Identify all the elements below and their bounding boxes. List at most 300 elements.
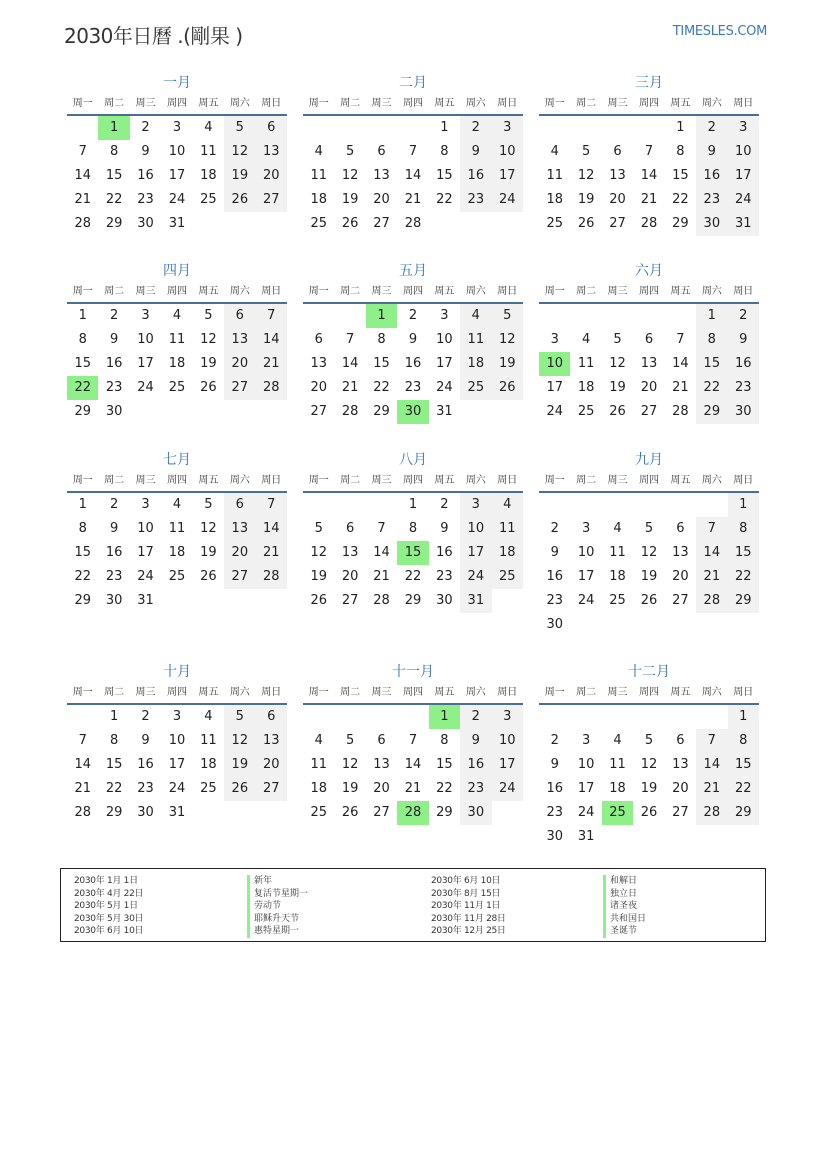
- day-cell[interactable]: 11: [609, 757, 626, 772]
- day-cell[interactable]: 23: [137, 192, 154, 207]
- day-cell[interactable]: 18: [460, 352, 491, 376]
- day-cell[interactable]: 3: [141, 497, 150, 512]
- day-cell[interactable]: 7: [377, 521, 386, 536]
- day-cell[interactable]: 7: [78, 144, 87, 159]
- day-cell[interactable]: 13: [224, 517, 255, 541]
- day-cell[interactable]: 1: [366, 304, 397, 328]
- day-cell[interactable]: 24: [577, 805, 595, 820]
- day-cell[interactable]: 25: [602, 801, 633, 825]
- day-cell[interactable]: 12: [200, 521, 217, 536]
- day-cell[interactable]: 1: [78, 308, 87, 323]
- day-cell[interactable]: 17: [492, 753, 523, 777]
- day-cell[interactable]: 12: [341, 757, 359, 772]
- day-cell[interactable]: 28: [256, 565, 287, 589]
- day-cell[interactable]: 2: [440, 497, 449, 512]
- day-cell[interactable]: 29: [728, 589, 759, 613]
- day-cell[interactable]: 6: [314, 332, 323, 347]
- day-cell[interactable]: 19: [310, 569, 327, 584]
- day-cell[interactable]: 26: [200, 569, 217, 584]
- day-cell[interactable]: 13: [310, 356, 327, 371]
- site-link[interactable]: TIMESLES.COM: [672, 24, 767, 39]
- day-cell[interactable]: 27: [224, 565, 255, 589]
- day-cell[interactable]: 13: [373, 757, 390, 772]
- day-cell[interactable]: 17: [492, 164, 523, 188]
- day-cell[interactable]: 11: [310, 168, 327, 183]
- day-cell[interactable]: 10: [492, 729, 523, 753]
- day-cell[interactable]: 23: [696, 188, 727, 212]
- day-cell[interactable]: 28: [404, 216, 422, 231]
- day-cell[interactable]: 15: [74, 545, 91, 560]
- day-cell[interactable]: 28: [74, 805, 91, 820]
- day-cell[interactable]: 16: [728, 352, 759, 376]
- day-cell[interactable]: 4: [172, 308, 182, 323]
- day-cell[interactable]: 17: [168, 757, 186, 772]
- day-cell[interactable]: 14: [696, 753, 727, 777]
- day-cell[interactable]: 22: [436, 192, 453, 207]
- day-cell[interactable]: 23: [404, 380, 422, 395]
- day-cell[interactable]: 5: [345, 733, 355, 748]
- day-cell[interactable]: 27: [672, 805, 689, 820]
- day-cell[interactable]: 25: [168, 569, 186, 584]
- day-cell[interactable]: 31: [577, 829, 595, 844]
- day-cell[interactable]: 3: [581, 733, 591, 748]
- day-cell[interactable]: 19: [224, 164, 255, 188]
- day-cell[interactable]: 20: [256, 753, 287, 777]
- day-cell[interactable]: 28: [672, 404, 689, 419]
- day-cell[interactable]: 20: [609, 192, 626, 207]
- day-cell[interactable]: 5: [644, 521, 654, 536]
- day-cell[interactable]: 29: [105, 216, 123, 231]
- day-cell[interactable]: 23: [105, 569, 123, 584]
- day-cell[interactable]: 4: [204, 120, 213, 135]
- day-cell[interactable]: 13: [672, 757, 689, 772]
- day-cell[interactable]: 27: [341, 593, 359, 608]
- day-cell[interactable]: 11: [168, 332, 186, 347]
- day-cell[interactable]: 14: [256, 328, 287, 352]
- day-cell[interactable]: 18: [310, 192, 327, 207]
- day-cell[interactable]: 15: [672, 168, 689, 183]
- day-cell[interactable]: 27: [256, 188, 287, 212]
- day-cell[interactable]: 25: [168, 380, 186, 395]
- day-cell[interactable]: 29: [672, 216, 689, 231]
- day-cell[interactable]: 29: [74, 404, 91, 419]
- day-cell[interactable]: 3: [550, 332, 559, 347]
- day-cell[interactable]: 5: [345, 144, 355, 159]
- day-cell[interactable]: 27: [256, 777, 287, 801]
- day-cell[interactable]: 19: [577, 192, 595, 207]
- day-cell[interactable]: 16: [137, 168, 154, 183]
- day-cell[interactable]: 24: [436, 380, 453, 395]
- day-cell[interactable]: 24: [168, 192, 186, 207]
- day-cell[interactable]: 15: [728, 541, 759, 565]
- day-cell[interactable]: 2: [109, 497, 119, 512]
- day-cell[interactable]: 26: [577, 216, 595, 231]
- day-cell[interactable]: 9: [141, 144, 150, 159]
- day-cell[interactable]: 1: [728, 493, 759, 517]
- day-cell[interactable]: 28: [341, 404, 359, 419]
- day-cell[interactable]: 5: [644, 733, 654, 748]
- day-cell[interactable]: 14: [640, 168, 658, 183]
- day-cell[interactable]: 8: [78, 521, 87, 536]
- day-cell[interactable]: 19: [640, 569, 658, 584]
- day-cell[interactable]: 2: [460, 705, 491, 729]
- day-cell[interactable]: 4: [581, 332, 591, 347]
- day-cell[interactable]: 28: [696, 589, 727, 613]
- day-cell[interactable]: 6: [377, 144, 386, 159]
- day-cell[interactable]: 21: [74, 781, 91, 796]
- day-cell[interactable]: 15: [436, 757, 453, 772]
- day-cell[interactable]: 4: [314, 733, 323, 748]
- day-cell[interactable]: 2: [109, 308, 119, 323]
- day-cell[interactable]: 15: [105, 168, 123, 183]
- day-cell[interactable]: 16: [696, 164, 727, 188]
- day-cell[interactable]: 16: [546, 569, 563, 584]
- day-cell[interactable]: 9: [460, 729, 491, 753]
- day-cell[interactable]: 17: [436, 356, 453, 371]
- day-cell[interactable]: 5: [204, 308, 213, 323]
- day-cell[interactable]: 26: [609, 404, 626, 419]
- day-cell[interactable]: 12: [609, 356, 626, 371]
- day-cell[interactable]: 9: [440, 521, 449, 536]
- day-cell[interactable]: 25: [609, 593, 626, 608]
- day-cell[interactable]: 16: [460, 753, 491, 777]
- day-cell[interactable]: 19: [640, 781, 658, 796]
- day-cell[interactable]: 24: [492, 777, 523, 801]
- day-cell[interactable]: 20: [672, 569, 689, 584]
- day-cell[interactable]: 8: [109, 144, 119, 159]
- day-cell[interactable]: 18: [168, 356, 186, 371]
- day-cell[interactable]: 2: [696, 116, 727, 140]
- day-cell[interactable]: 17: [546, 380, 563, 395]
- day-cell[interactable]: 6: [676, 521, 685, 536]
- day-cell[interactable]: 5: [581, 144, 591, 159]
- day-cell[interactable]: 29: [404, 593, 422, 608]
- day-cell[interactable]: 9: [460, 140, 491, 164]
- day-cell[interactable]: 9: [141, 733, 150, 748]
- day-cell[interactable]: 21: [696, 565, 727, 589]
- day-cell[interactable]: 24: [492, 188, 523, 212]
- day-cell[interactable]: 14: [256, 517, 287, 541]
- day-cell[interactable]: 7: [345, 332, 355, 347]
- day-cell[interactable]: 6: [644, 332, 654, 347]
- day-cell[interactable]: 14: [74, 757, 91, 772]
- day-cell[interactable]: 21: [640, 192, 658, 207]
- day-cell[interactable]: 21: [373, 569, 390, 584]
- day-cell[interactable]: 6: [224, 493, 255, 517]
- day-cell[interactable]: 18: [577, 380, 595, 395]
- day-cell[interactable]: 27: [672, 593, 689, 608]
- day-cell[interactable]: 7: [78, 733, 87, 748]
- day-cell[interactable]: 10: [539, 352, 570, 376]
- day-cell[interactable]: 20: [341, 569, 359, 584]
- day-cell[interactable]: 4: [492, 493, 523, 517]
- day-cell[interactable]: 13: [224, 328, 255, 352]
- day-cell[interactable]: 11: [460, 328, 491, 352]
- day-cell[interactable]: 4: [314, 144, 323, 159]
- day-cell[interactable]: 12: [310, 545, 327, 560]
- day-cell[interactable]: 30: [137, 216, 154, 231]
- day-cell[interactable]: 13: [672, 545, 689, 560]
- day-cell[interactable]: 30: [546, 617, 563, 632]
- day-cell[interactable]: 16: [460, 164, 491, 188]
- day-cell[interactable]: 3: [492, 705, 523, 729]
- day-cell[interactable]: 27: [609, 216, 626, 231]
- day-cell[interactable]: 29: [74, 593, 91, 608]
- day-cell[interactable]: 25: [200, 781, 217, 796]
- day-cell[interactable]: 15: [105, 757, 123, 772]
- day-cell[interactable]: 25: [310, 216, 327, 231]
- day-cell[interactable]: 8: [676, 144, 685, 159]
- day-cell[interactable]: 6: [224, 304, 255, 328]
- day-cell[interactable]: 7: [256, 493, 287, 517]
- day-cell[interactable]: 20: [640, 380, 658, 395]
- day-cell[interactable]: 12: [224, 729, 255, 753]
- day-cell[interactable]: 30: [436, 593, 453, 608]
- day-cell[interactable]: 12: [341, 168, 359, 183]
- day-cell[interactable]: 8: [696, 328, 727, 352]
- day-cell[interactable]: 11: [609, 545, 626, 560]
- day-cell[interactable]: 15: [373, 356, 390, 371]
- day-cell[interactable]: 13: [256, 729, 287, 753]
- day-cell[interactable]: 17: [577, 569, 595, 584]
- day-cell[interactable]: 19: [341, 192, 359, 207]
- day-cell[interactable]: 3: [460, 493, 491, 517]
- day-cell[interactable]: 1: [408, 497, 418, 512]
- day-cell[interactable]: 7: [408, 733, 418, 748]
- day-cell[interactable]: 21: [256, 541, 287, 565]
- day-cell[interactable]: 18: [609, 569, 626, 584]
- day-cell[interactable]: 3: [492, 116, 523, 140]
- day-cell[interactable]: 8: [377, 332, 386, 347]
- day-cell[interactable]: 9: [109, 332, 119, 347]
- day-cell[interactable]: 29: [373, 404, 390, 419]
- day-cell[interactable]: 22: [672, 192, 689, 207]
- day-cell[interactable]: 30: [696, 212, 727, 236]
- day-cell[interactable]: 4: [460, 304, 491, 328]
- day-cell[interactable]: 8: [408, 521, 418, 536]
- day-cell[interactable]: 9: [109, 521, 119, 536]
- day-cell[interactable]: 27: [224, 376, 255, 400]
- day-cell[interactable]: 5: [204, 497, 213, 512]
- day-cell[interactable]: 31: [728, 212, 759, 236]
- day-cell[interactable]: 31: [137, 593, 154, 608]
- day-cell[interactable]: 25: [546, 216, 563, 231]
- day-cell[interactable]: 9: [696, 140, 727, 164]
- day-cell[interactable]: 17: [168, 168, 186, 183]
- day-cell[interactable]: 22: [696, 376, 727, 400]
- day-cell[interactable]: 11: [492, 517, 523, 541]
- day-cell[interactable]: 1: [696, 304, 727, 328]
- day-cell[interactable]: 5: [492, 304, 523, 328]
- day-cell[interactable]: 8: [109, 733, 119, 748]
- day-cell[interactable]: 22: [728, 565, 759, 589]
- day-cell[interactable]: 20: [310, 380, 327, 395]
- day-cell[interactable]: 22: [105, 192, 123, 207]
- day-cell[interactable]: 1: [728, 705, 759, 729]
- day-cell[interactable]: 8: [440, 144, 449, 159]
- day-cell[interactable]: 30: [397, 400, 428, 424]
- day-cell[interactable]: 25: [492, 565, 523, 589]
- day-cell[interactable]: 12: [577, 168, 595, 183]
- day-cell[interactable]: 17: [728, 164, 759, 188]
- day-cell[interactable]: 26: [224, 777, 255, 801]
- day-cell[interactable]: 4: [550, 144, 559, 159]
- day-cell[interactable]: 1: [98, 116, 129, 140]
- day-cell[interactable]: 15: [74, 356, 91, 371]
- day-cell[interactable]: 19: [341, 781, 359, 796]
- day-cell[interactable]: 2: [141, 709, 150, 724]
- day-cell[interactable]: 22: [105, 781, 123, 796]
- day-cell[interactable]: 12: [200, 332, 217, 347]
- day-cell[interactable]: 16: [404, 356, 422, 371]
- day-cell[interactable]: 22: [728, 777, 759, 801]
- day-cell[interactable]: 2: [728, 304, 759, 328]
- day-cell[interactable]: 23: [728, 376, 759, 400]
- day-cell[interactable]: 15: [728, 753, 759, 777]
- day-cell[interactable]: 20: [256, 164, 287, 188]
- day-cell[interactable]: 30: [546, 829, 563, 844]
- day-cell[interactable]: 20: [373, 192, 390, 207]
- day-cell[interactable]: 1: [109, 709, 119, 724]
- day-cell[interactable]: 19: [200, 545, 217, 560]
- day-cell[interactable]: 17: [460, 541, 491, 565]
- day-cell[interactable]: 3: [581, 521, 591, 536]
- day-cell[interactable]: 19: [609, 380, 626, 395]
- day-cell[interactable]: 28: [373, 593, 390, 608]
- day-cell[interactable]: 21: [341, 380, 359, 395]
- day-cell[interactable]: 14: [404, 757, 422, 772]
- day-cell[interactable]: 23: [460, 188, 491, 212]
- day-cell[interactable]: 10: [577, 757, 595, 772]
- day-cell[interactable]: 25: [200, 192, 217, 207]
- day-cell[interactable]: 22: [74, 569, 91, 584]
- day-cell[interactable]: 9: [728, 328, 759, 352]
- day-cell[interactable]: 5: [314, 521, 323, 536]
- day-cell[interactable]: 14: [672, 356, 689, 371]
- day-cell[interactable]: 28: [256, 376, 287, 400]
- day-cell[interactable]: 28: [640, 216, 658, 231]
- day-cell[interactable]: 28: [397, 801, 428, 825]
- day-cell[interactable]: 2: [460, 116, 491, 140]
- day-cell[interactable]: 7: [696, 729, 727, 753]
- day-cell[interactable]: 17: [577, 781, 595, 796]
- day-cell[interactable]: 21: [256, 352, 287, 376]
- day-cell[interactable]: 29: [436, 805, 453, 820]
- day-cell[interactable]: 24: [137, 569, 154, 584]
- day-cell[interactable]: 13: [256, 140, 287, 164]
- day-cell[interactable]: 6: [676, 733, 685, 748]
- day-cell[interactable]: 12: [492, 328, 523, 352]
- day-cell[interactable]: 26: [492, 376, 523, 400]
- day-cell[interactable]: 4: [613, 521, 622, 536]
- day-cell[interactable]: 26: [640, 805, 658, 820]
- day-cell[interactable]: 13: [640, 356, 658, 371]
- day-cell[interactable]: 18: [200, 168, 217, 183]
- day-cell[interactable]: 7: [676, 332, 685, 347]
- day-cell[interactable]: 10: [460, 517, 491, 541]
- day-cell[interactable]: 3: [172, 120, 182, 135]
- day-cell[interactable]: 14: [696, 541, 727, 565]
- day-cell[interactable]: 24: [168, 781, 186, 796]
- day-cell[interactable]: 21: [404, 192, 422, 207]
- day-cell[interactable]: 18: [200, 757, 217, 772]
- day-cell[interactable]: 1: [440, 120, 449, 135]
- day-cell[interactable]: 24: [728, 188, 759, 212]
- day-cell[interactable]: 12: [640, 757, 658, 772]
- day-cell[interactable]: 28: [696, 801, 727, 825]
- day-cell[interactable]: 3: [141, 308, 150, 323]
- day-cell[interactable]: 27: [640, 404, 658, 419]
- day-cell[interactable]: 25: [460, 376, 491, 400]
- day-cell[interactable]: 23: [460, 777, 491, 801]
- day-cell[interactable]: 14: [373, 545, 390, 560]
- day-cell[interactable]: 14: [404, 168, 422, 183]
- day-cell[interactable]: 18: [609, 781, 626, 796]
- day-cell[interactable]: 1: [429, 705, 460, 729]
- day-cell[interactable]: 17: [137, 356, 154, 371]
- day-cell[interactable]: 10: [137, 521, 154, 536]
- day-cell[interactable]: 7: [408, 144, 418, 159]
- day-cell[interactable]: 29: [696, 400, 727, 424]
- day-cell[interactable]: 6: [256, 705, 287, 729]
- day-cell[interactable]: 26: [224, 188, 255, 212]
- day-cell[interactable]: 10: [436, 332, 453, 347]
- day-cell[interactable]: 21: [404, 781, 422, 796]
- day-cell[interactable]: 16: [105, 545, 123, 560]
- day-cell[interactable]: 20: [224, 352, 255, 376]
- day-cell[interactable]: 21: [672, 380, 689, 395]
- day-cell[interactable]: 30: [105, 593, 123, 608]
- day-cell[interactable]: 10: [577, 545, 595, 560]
- day-cell[interactable]: 24: [546, 404, 563, 419]
- day-cell[interactable]: 26: [200, 380, 217, 395]
- day-cell[interactable]: 30: [460, 801, 491, 825]
- day-cell[interactable]: 22: [373, 380, 390, 395]
- day-cell[interactable]: 24: [137, 380, 154, 395]
- day-cell[interactable]: 27: [373, 216, 390, 231]
- day-cell[interactable]: 24: [460, 565, 491, 589]
- day-cell[interactable]: 9: [550, 757, 559, 772]
- day-cell[interactable]: 21: [74, 192, 91, 207]
- day-cell[interactable]: 11: [577, 356, 595, 371]
- day-cell[interactable]: 29: [728, 801, 759, 825]
- day-cell[interactable]: 31: [168, 805, 186, 820]
- day-cell[interactable]: 11: [200, 144, 217, 159]
- day-cell[interactable]: 10: [492, 140, 523, 164]
- day-cell[interactable]: 4: [613, 733, 622, 748]
- day-cell[interactable]: 15: [397, 541, 428, 565]
- day-cell[interactable]: 21: [696, 777, 727, 801]
- day-cell[interactable]: 18: [546, 192, 563, 207]
- day-cell[interactable]: 22: [436, 781, 453, 796]
- day-cell[interactable]: 14: [341, 356, 359, 371]
- day-cell[interactable]: 10: [168, 144, 186, 159]
- day-cell[interactable]: 20: [373, 781, 390, 796]
- day-cell[interactable]: 4: [204, 709, 213, 724]
- day-cell[interactable]: 25: [310, 805, 327, 820]
- day-cell[interactable]: 3: [172, 709, 182, 724]
- day-cell[interactable]: 25: [577, 404, 595, 419]
- day-cell[interactable]: 27: [310, 404, 327, 419]
- day-cell[interactable]: 18: [310, 781, 327, 796]
- day-cell[interactable]: 16: [137, 757, 154, 772]
- day-cell[interactable]: 2: [408, 308, 418, 323]
- day-cell[interactable]: 8: [440, 733, 449, 748]
- day-cell[interactable]: 17: [137, 545, 154, 560]
- day-cell[interactable]: 20: [224, 541, 255, 565]
- day-cell[interactable]: 6: [377, 733, 386, 748]
- day-cell[interactable]: 14: [74, 168, 91, 183]
